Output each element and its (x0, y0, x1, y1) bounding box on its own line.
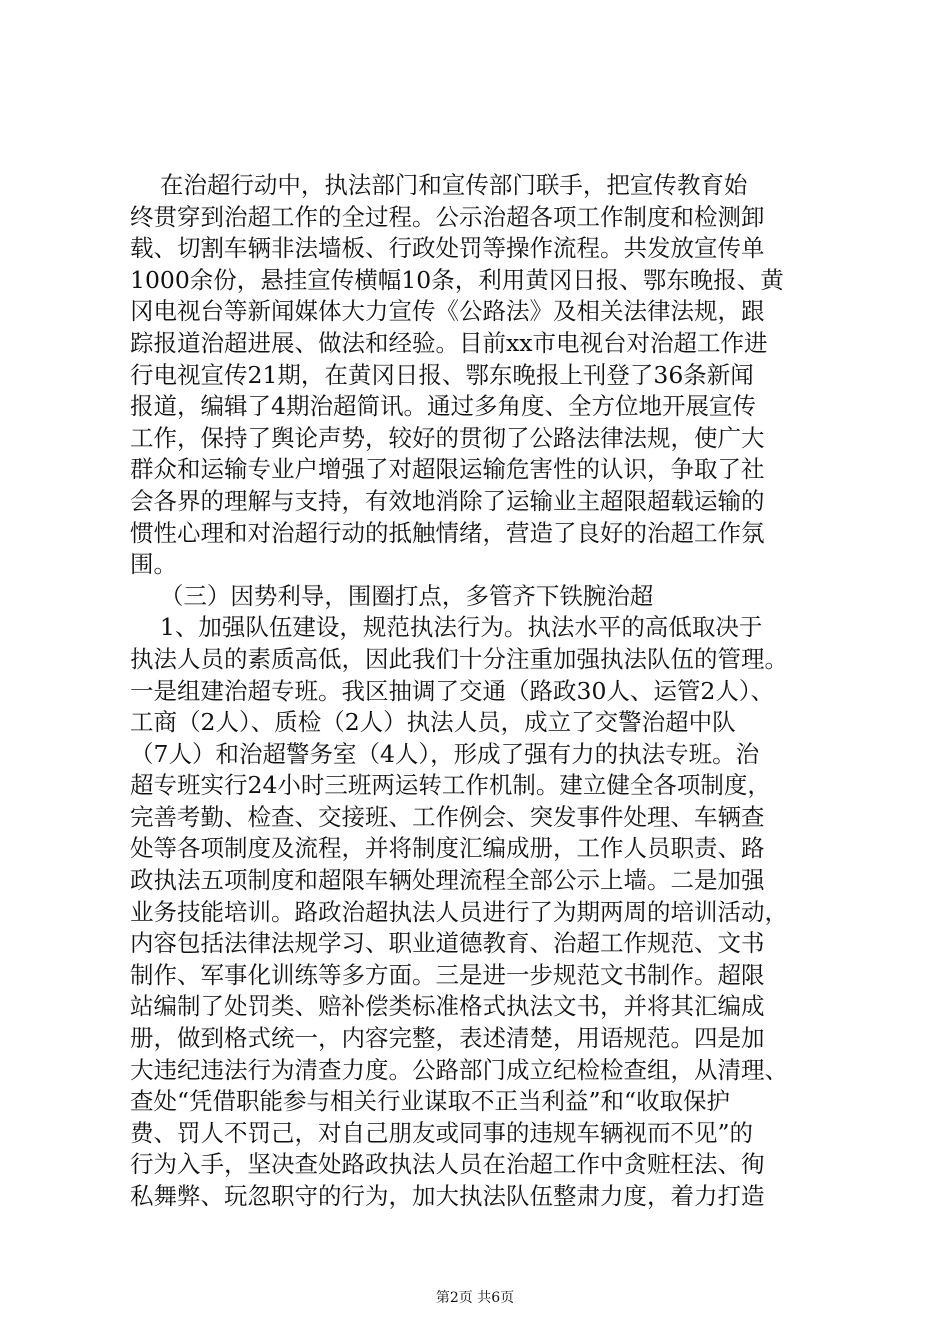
text-line: 站编制了处罚类、赔补偿类标准格式执法文书，并将其汇编成 (130, 992, 765, 1021)
text-line: 工商（2人）、质检（2人）执法人员，成立了交警治超中队 (130, 708, 736, 737)
text-line: 私舞弊、玩忽职守的行为，加大执法队伍整肃力度，着力打造 (130, 1182, 765, 1210)
text-line: 群众和运输专业户增强了对超限运输危害性的认识，争取了社 (130, 455, 765, 484)
text-line: 终贯穿到治超工作的全过程。公示治超各项工作制度和检测卸 (130, 202, 765, 231)
text-line: 载、切割车辆非法墙板、行政处罚等操作流程。共发放宣传单 (130, 234, 765, 263)
text-line: 完善考勤、检查、交接班、工作例会、突发事件处理、车辆查 (130, 802, 765, 831)
text-line: 报道，编辑了4期治超简讯。通过多角度、全方位地开展宣传 (130, 392, 756, 421)
text-line: 业务技能培训。路政治超执法人员进行了为期两周的培训活动， (130, 897, 788, 926)
text-line: 查处“凭借职能参与相关行业谋取不正当利益”和“收取保护 (130, 1087, 731, 1116)
text-line: 政执法五项制度和超限车辆处理流程全部公示上墙。二是加强 (130, 866, 765, 895)
text-line: 内容包括法律法规学习、职业道德教育、治超工作规范、文书 (130, 929, 765, 958)
body-text (130, 170, 830, 1213)
text-line: 处等各项制度及流程，并将制度汇编成册，工作人员职责、路 (130, 834, 765, 863)
text-line: 踪报道治超进展、做法和经验。目前xx市电视台对治超工作进 (130, 328, 768, 357)
text-line: 超专班实行24小时三班两运转工作机制。建立健全各项制度， (130, 771, 771, 800)
text-line: 惯性心理和对治超行动的抵触情绪，营造了良好的治超工作氛 (130, 518, 765, 547)
text-line: 冈电视台等新闻媒体大力宣传《公路法》及相关法律法规，跟 (130, 297, 765, 326)
text-line: 行为入手，坚决查处路政执法人员在治超工作中贪赃枉法、徇 (130, 1150, 765, 1179)
text-line: 工作，保持了舆论声势，较好的贯彻了公路法律法规，使广大 (130, 423, 765, 452)
text-line: 会各界的理解与支持，有效地消除了运输业主超限超载运输的 (130, 486, 765, 515)
text-line: 执法人员的素质高低，因此我们十分注重加强执法队伍的管理。 (130, 644, 788, 673)
text-line: 在治超行动中，执法部门和宣传部门联手，把宣传教育始 (130, 171, 748, 199)
text-line: 制作、军事化训练等多方面。三是进一步规范文书制作。超限 (130, 960, 765, 989)
text-line: 1、加强队伍建设，规范执法行为。执法水平的高低取决于 (130, 613, 763, 642)
text-line: 大违纪违法行为清查力度。公路部门成立纪检检查组，从清理、 (130, 1055, 788, 1084)
text-line: 一是组建治超专班。我区抽调了交通（路政30人、运管2人）、 (130, 676, 775, 705)
text-line: （7人）和治超警务室（4人），形成了强有力的执法专班。治 (130, 739, 760, 768)
text-line: 围。 (130, 550, 177, 579)
page-footer: 第2页 共6页 (435, 1290, 515, 1306)
text-line: 行电视宣传21期，在黄冈日报、鄂东晚报上刊登了36条新闻 (130, 360, 754, 389)
text-line: 1000余份，悬挂宣传横幅10条，利用黄冈日报、鄂东晚报、黄 (130, 265, 784, 294)
text-line: （三）因势利导，围圈打点，多管齐下铁腕治超 (130, 581, 654, 610)
text-line: 册，做到格式统一，内容完整，表述清楚，用语规范。四是加 (130, 1024, 765, 1053)
text-line: 费、罚人不罚己，对自己朋友或同事的违规车辆视而不见”的 (130, 1118, 754, 1147)
